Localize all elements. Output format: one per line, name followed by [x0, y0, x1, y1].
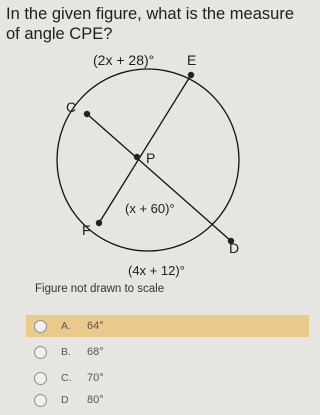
radio-icon[interactable]: [34, 346, 47, 359]
choice-value: 68°: [87, 346, 104, 358]
choice-letter: A.: [61, 320, 71, 332]
arc-top-label: (2x + 28)°: [93, 52, 155, 68]
arc-right-label: (x + 60)°: [125, 201, 175, 216]
radio-icon[interactable]: [34, 394, 47, 407]
question-text: In the given figure, what is the measure of angle CPE?: [6, 5, 294, 43]
choice-value: 64°: [87, 320, 104, 332]
radio-icon[interactable]: [34, 372, 47, 385]
dot-p: [134, 154, 140, 160]
arc-bottom-label: (4x + 12)°: [128, 263, 185, 278]
choice-letter: D: [61, 394, 69, 406]
choice-value: 80°: [87, 394, 104, 406]
choice-value: 70°: [87, 372, 104, 384]
label-c: C: [66, 99, 77, 115]
choice-a[interactable]: [26, 315, 309, 337]
dot-c: [84, 111, 90, 117]
radio-icon[interactable]: [34, 320, 47, 333]
dot-e: [188, 72, 194, 78]
choice-c[interactable]: [26, 367, 309, 389]
figure-note: Figure not drawn to scale: [35, 283, 165, 295]
choice-letter: C.: [61, 372, 72, 384]
label-e: E: [187, 52, 197, 68]
label-f: F: [82, 222, 91, 238]
chord-cd: [87, 114, 231, 241]
label-d: D: [229, 240, 240, 256]
choice-letter: B.: [61, 346, 71, 358]
label-p: P: [146, 150, 156, 166]
choice-d[interactable]: [26, 391, 309, 409]
choice-b[interactable]: [26, 341, 309, 363]
dot-f: [96, 220, 102, 226]
